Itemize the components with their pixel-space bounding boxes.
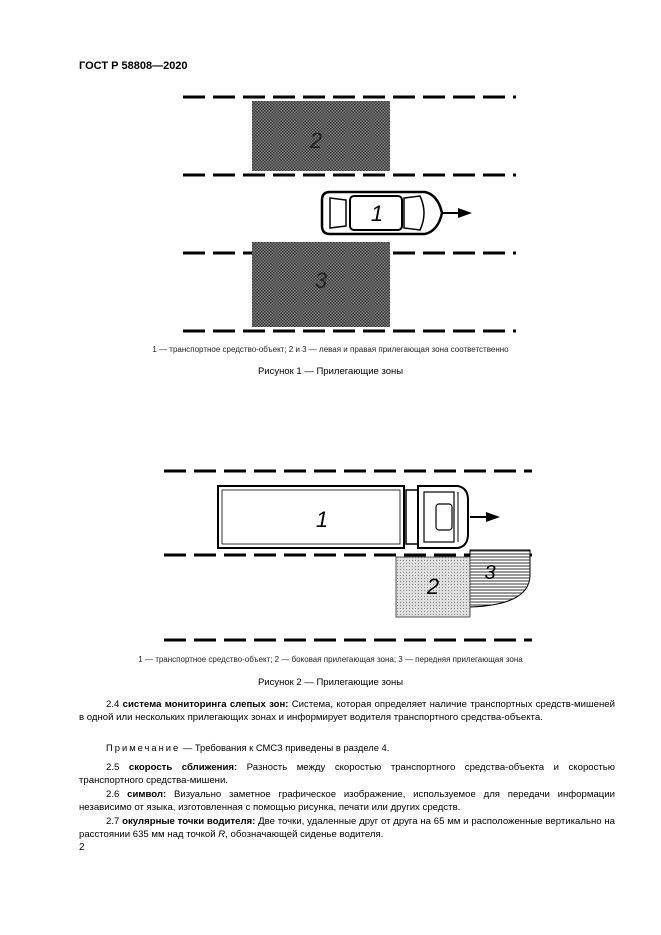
document-header: ГОСТ Р 58808—2020 [79, 60, 188, 72]
front-adjacent-zone [470, 550, 530, 607]
point-r: R [218, 829, 226, 841]
figure-1-label-2: 2 [309, 128, 323, 153]
note-label: Примечание [106, 742, 181, 753]
direction-arrow-head [486, 512, 500, 522]
figure-2-diagram [0, 460, 661, 650]
definition-2-5 [79, 761, 615, 787]
definition-text-end: , обозначающей сиденье водителя. [225, 829, 384, 841]
figure-2-legend: 1 — транспортное средство-объект; 2 — боковая прилегающая зона; 3 — передняя прилегающая зона [138, 655, 523, 664]
definition-text: Две точки, удаленные друг от друга на 65 мм и расположенные вертикально на расстоянии 635 мм над точкой [79, 816, 615, 841]
note-text: — Требования к СМСЗ приведены в разделе 4. [180, 742, 390, 753]
definition-text: Разность между скоростью транспортного средства-объекта и скоростью транспортного средства-мишени. [79, 762, 615, 787]
term: система мониторинга слепых зон: [122, 699, 289, 710]
note [106, 742, 389, 753]
definition-2-4 [79, 698, 615, 724]
term: скорость сближения: [128, 762, 238, 773]
clause-number: 2.7 [106, 816, 120, 827]
figure-1-label-1: 1 [370, 201, 384, 226]
definition-text: Система, которая определяет наличие транспортных средств-мишеней в одной или нескольких прилегающих зонах и информирует водителя транспортного средства-объекта. [79, 699, 616, 724]
figure-2-label-2: 2 [426, 574, 440, 599]
figure-1-label-3: 3 [314, 268, 328, 293]
definition-text: Визуально заметное графическое изображение, используемое для передачи информации независимо от языка, изготовленная с помощью рисунка, печати или других средств. [79, 789, 615, 814]
definition-2-7 [79, 815, 615, 841]
figure-2-label-1: 1 [315, 507, 329, 532]
figure-2-label-3: 3 [484, 562, 496, 584]
page-number: 2 [79, 842, 85, 853]
figure-2-title: Рисунок 2 — Прилегающие зоны [257, 677, 404, 688]
subject-vehicle-truck [218, 486, 468, 548]
figure-1-title: Рисунок 1 — Прилегающие зоны [257, 366, 404, 377]
figure-1-legend: 1 — транспортное средство-объект; 2 и 3 — левая и правая прилегающая зона соответственно [152, 345, 509, 354]
direction-arrow-head [458, 208, 472, 218]
clause-number: 2.4 [106, 699, 120, 710]
clause-number: 2.6 [106, 789, 120, 800]
term: символ: [127, 789, 167, 800]
term: окулярные точки водителя: [122, 816, 256, 827]
figure-1-diagram [0, 80, 661, 345]
clause-number: 2.5 [106, 762, 120, 773]
definition-2-6 [79, 788, 615, 814]
